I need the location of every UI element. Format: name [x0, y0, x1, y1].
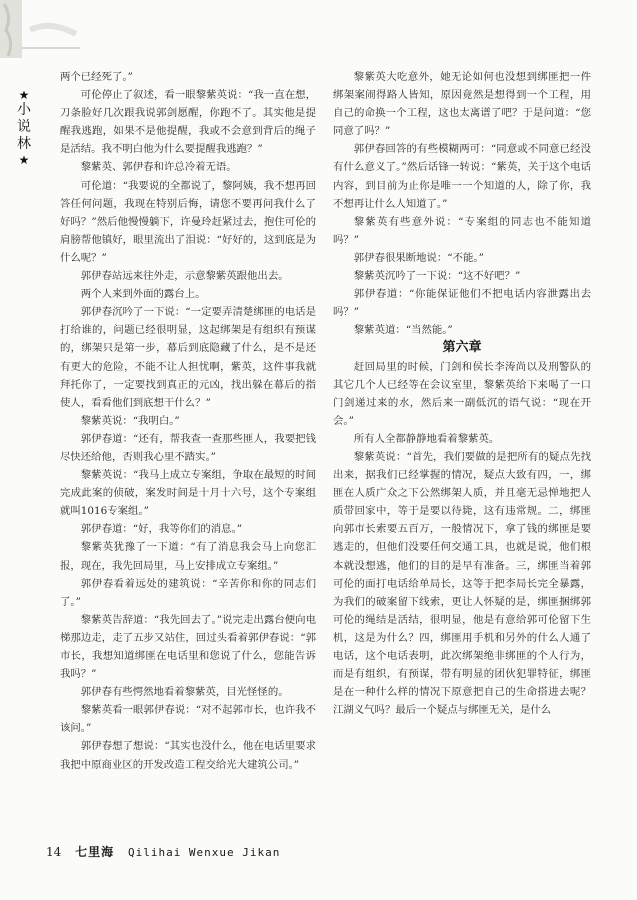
- chapter-title: 第六章: [442, 340, 482, 356]
- paragraph: 黎紫英、郭伊春和许总冷着无语。: [80, 161, 237, 174]
- paragraph: 黎紫英有些意外说：“专案组的同志也不能知道吗？”: [333, 215, 591, 246]
- right-column-lower: [333, 358, 591, 720]
- paragraph: 黎紫英告辞道：“我先回去了。”说完走出露台便向电梯那边走，走了五步又站住，回过头看着郭伊春说：“郭市长，我想知道绑匪在电话里和您说了什么，您能告诉我吗？”: [60, 613, 316, 681]
- magazine-latin-name: Qilihai Wenxue Jikan: [127, 846, 281, 859]
- paragraph: 可伦道：“我要说的全都说了，黎阿姨，我不想再回答任何问题，我现在特别后悔，请您不要再问我什么了好吗？”然后他慢慢躺下，许曼玲赶紧过去，抱住可伦的肩膀帮他镇好，眼里流出了泪说：“好好的，这到底是为什么呢？”: [60, 179, 316, 264]
- paragraph: 黎紫英犹豫了一下道：“有了消息我会马上向您汇报，现在，我先回局里，马上安排成立专案组。”: [60, 541, 316, 572]
- paragraph: 郭伊春回答的有些模糊两可：“同意或不同意已经没有什么意义了。”然后话锋一转说：“紫英，关于这个电话内容，到目前为止你是唯一一个知道的人，除了你，我不想再让什么人知道了。”: [333, 143, 591, 210]
- paragraph: 郭伊春想了想说：“其实也没什么，他在电话里要求我把中原商业区的开发改造工程交给光大建筑公司。”: [60, 740, 316, 771]
- paragraph: 黎紫英说：“我马上成立专案组，争取在最短的时间完成此案的侦破，案发时间是十月十六号，这个专案组就叫1016专案组。”: [60, 469, 316, 518]
- paragraph: 黎紫英看一眼郭伊春说：“对不起郭市长，也许我不该问。”: [60, 704, 316, 735]
- magazine-name: 七里海: [75, 845, 115, 859]
- star-icon: ★: [18, 153, 30, 167]
- section-label-char: 说: [17, 119, 31, 135]
- paragraph: 黎紫英道：“当然能。”: [353, 324, 453, 337]
- right-column-upper: [333, 68, 591, 339]
- paragraph: 郭伊春看着远处的建筑说：“辛苦你和你的同志们了。”: [60, 577, 316, 608]
- paragraph: 黎紫英大吃意外，她无论如何也没想到绑匪把一件绑架案闹得路人皆知，原因竟然是想得到一个工程，用自己的命换一个工程，这也太离谱了吧？于是问道：“您同意了吗？”: [333, 71, 591, 138]
- section-label-char: 小: [17, 102, 31, 118]
- right-text-column: [333, 68, 591, 719]
- paragraph: 郭伊春很果断地说：“不能。”: [353, 251, 484, 264]
- paragraph: 郭伊春道：“你能保证他们不把电话内容泄露出去吗？”: [333, 288, 591, 319]
- paragraph: 两个人来到外面的露台上。: [80, 288, 206, 301]
- paragraph: 黎紫英说：“首先，我们要做的是把所有的疑点先找出来，据我们已经掌握的情况，疑点大致有四，一，绑匪在人质广众之下公然绑架人质，并且毫无忌惮地把人质带回家中，等于是要以待毙，这有违常规。二，绑匪向郭市长索要五百万，一般情况下，拿了钱的绑匪是要逃走的，但他们没要任何交通工具，也就是说，他们根本就没想逃，他们的目的是早有准备。三，绑匪当着郭可伦的面打电话给单局长，这等于把李局长完全暴露，为我们的破案留下线索，更让人怀疑的是，绑匪捆绑郭可伦的绳结是活结，很明显，他是有意给郭可伦留下生机，这是为什么？四，绑匪用手机和另外的什么人通了电话，这个电话表明，此次绑架绝非绑匪的个人行为，而是有组织，有预谋，带有明显的团伙犯罪特征，绑匪是在一种什么样的情况下原意把自己的生命搭进去呢？江湖义气吗？最后一个疑点与绑匪无关，是什么: [333, 450, 591, 717]
- paragraph: 郭伊春有些愕然地看着黎紫英，目光怪怪的。: [80, 686, 289, 699]
- corner-ornament: [0, 0, 80, 60]
- section-label-char: 林: [17, 136, 31, 152]
- paragraph: 赶回局里的时候，门剑和侯长李涛尚以及刑警队的其它几个人已经等在会议室里，黎紫英给下来喝了一口门剑递过来的水，然后来一副低沉的语气说：“现在开会。”: [333, 360, 591, 427]
- paragraph: 黎紫英说：“我明白。”: [80, 414, 180, 427]
- star-icon: ★: [18, 88, 30, 102]
- paragraph: 郭伊春道：“好，我等你们的消息。”: [80, 523, 243, 536]
- paragraph: 黎紫英沉吟了一下说：“这不好吧？”: [353, 270, 521, 283]
- paragraph: 郭伊春道：“还有，帮我查一查那些匪人，我要把钱尽快还给他，否则我心里不踏实。”: [60, 432, 316, 463]
- paragraph: 两个已经死了。”: [60, 71, 133, 83]
- paragraph: 所有人全都静静地看着黎紫英。: [353, 432, 500, 445]
- paragraph: 可伦停止了叙述，看一眼黎紫英说：“我一直在想，刀条脸好几次跟我说郭剑愿醒，你跑不了。其实他是提醒我逃跑，如果不是他提醒，我或不会意到背后的绳子是活结。我不明白他为什么要提醒我逃跑？”: [60, 89, 316, 156]
- page-footer: [46, 843, 280, 863]
- section-label: [15, 88, 33, 167]
- paragraph: 郭伊春站远来往外走，示意黎紫英跟他出去。: [80, 270, 289, 283]
- paragraph: 郭伊春沉吟了一下说：“一定要弄清楚绑匪的电话是打给谁的，问题已经很明显，这起绑架是有组织有预谋的，绑架只是第一步，幕后到底隐藏了什么，是不是还有更大的危险，不能不让人担忧啊，紫英，这件事我就拜托你了，一定要找到真正的元凶，找出躲在幕后的指使人，看看他们到底想干什么？”: [60, 306, 316, 409]
- page-number: 14: [46, 845, 62, 859]
- left-text-column: [60, 68, 316, 774]
